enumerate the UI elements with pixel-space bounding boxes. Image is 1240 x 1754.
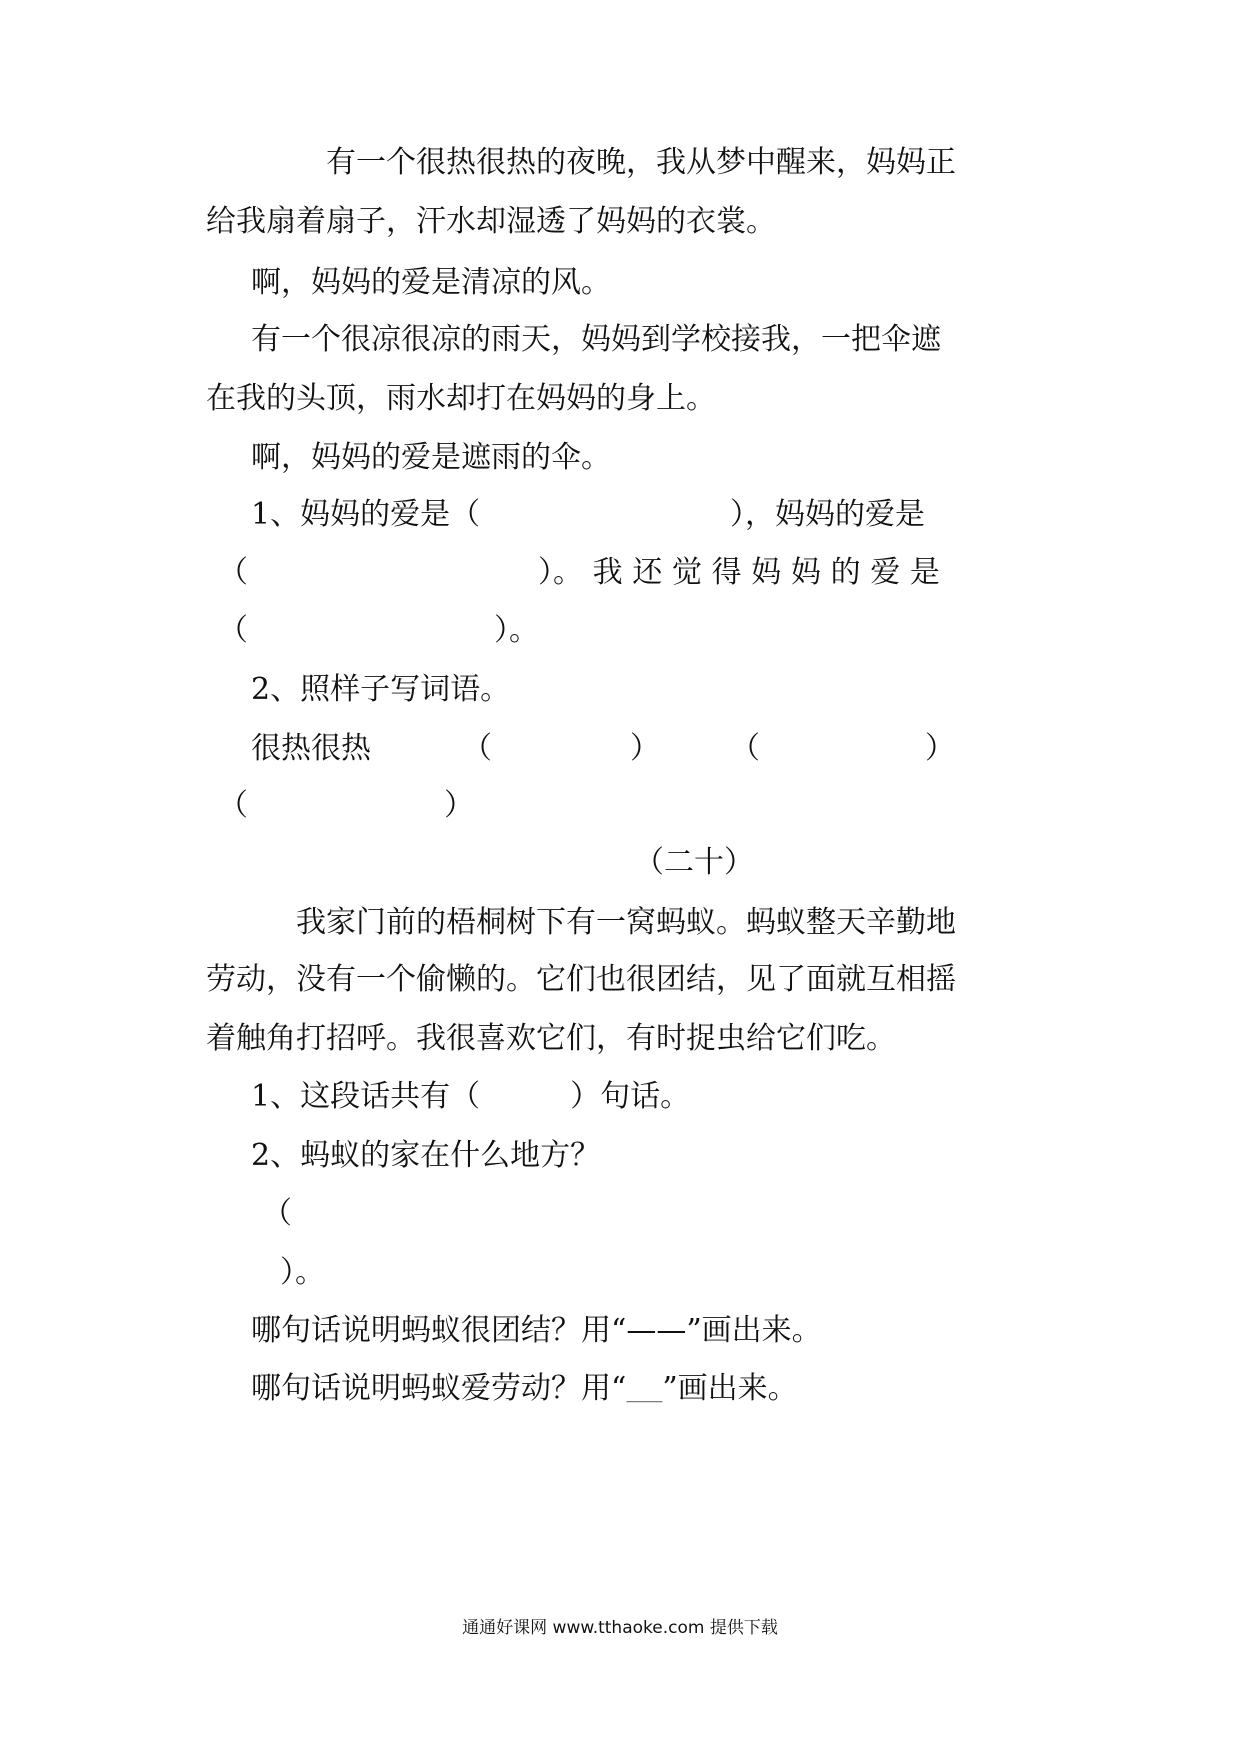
justified-run: ）。 (538, 555, 583, 590)
example-word: 很热很热 (251, 731, 371, 766)
question-text: ），妈妈的爱是 (730, 497, 925, 532)
answer-bracket-close: ） (630, 731, 660, 766)
passage-line: 给我扇着扇子，汗水却湿透了妈妈的衣裳。 (206, 204, 776, 239)
question-text: 2、蚂蚁的家在什么地方？ (251, 1138, 601, 1173)
question-text: 1、这段话共有（ ）句话。 (251, 1079, 691, 1114)
passage-line: 我家门前的梧桐树下有一窝蚂蚁。蚂蚁整天辛勤地 (296, 905, 956, 940)
page-footer: 通通好课网 www.tthaoke.com 提供下载 (462, 1618, 778, 1638)
answer-bracket-close: ） (925, 731, 955, 766)
question-text: ）。 (494, 613, 539, 648)
question-text: 哪句话说明蚂蚁很团结？用“——”画出来。 (251, 1313, 822, 1348)
question-text: （ (218, 555, 248, 590)
passage-line: 着触角打招呼。我很喜欢它们，有时捉虫给它们吃。 (206, 1021, 896, 1056)
answer-bracket-open: （ (730, 731, 760, 766)
answer-bracket-open: （ (262, 1196, 292, 1231)
answer-bracket-open: （ (462, 731, 492, 766)
passage-line: 劳动，没有一个偷懒的。它们也很团结，见了面就互相摇 (206, 962, 956, 997)
passage-line: 在我的头顶，雨水却打在妈妈的身上。 (206, 381, 716, 416)
question-text (251, 1369, 798, 1413)
passage-line: 啊，妈妈的爱是遮雨的伞。 (251, 440, 611, 475)
underline-mark: ____ (626, 1382, 663, 1403)
question-text: 2、照样子写词语。 (251, 672, 511, 707)
question-text-part: 哪句话说明蚂蚁爱劳动？用“ (251, 1371, 627, 1406)
question-text: ）。 我 还 觉 得 妈 妈 的 爱 是 (538, 553, 940, 593)
answer-bracket-close: ） (444, 788, 474, 823)
answer-bracket-close: ）。 (280, 1255, 325, 1290)
answer-bracket-open: （ (218, 788, 248, 823)
passage-line: 有一个很凉很凉的雨天，妈妈到学校接我，一把伞遮 (251, 322, 941, 357)
question-text: （ (218, 613, 248, 648)
passage-line: 有一个很热很热的夜晚，我从梦中醒来，妈妈正 (326, 145, 956, 180)
section-title: （二十） (634, 845, 754, 880)
question-text-part: ”画出来。 (662, 1371, 798, 1406)
passage-line: 啊，妈妈的爱是清凉的风。 (251, 265, 611, 300)
question-text: 1、妈妈的爱是（ (251, 497, 481, 532)
